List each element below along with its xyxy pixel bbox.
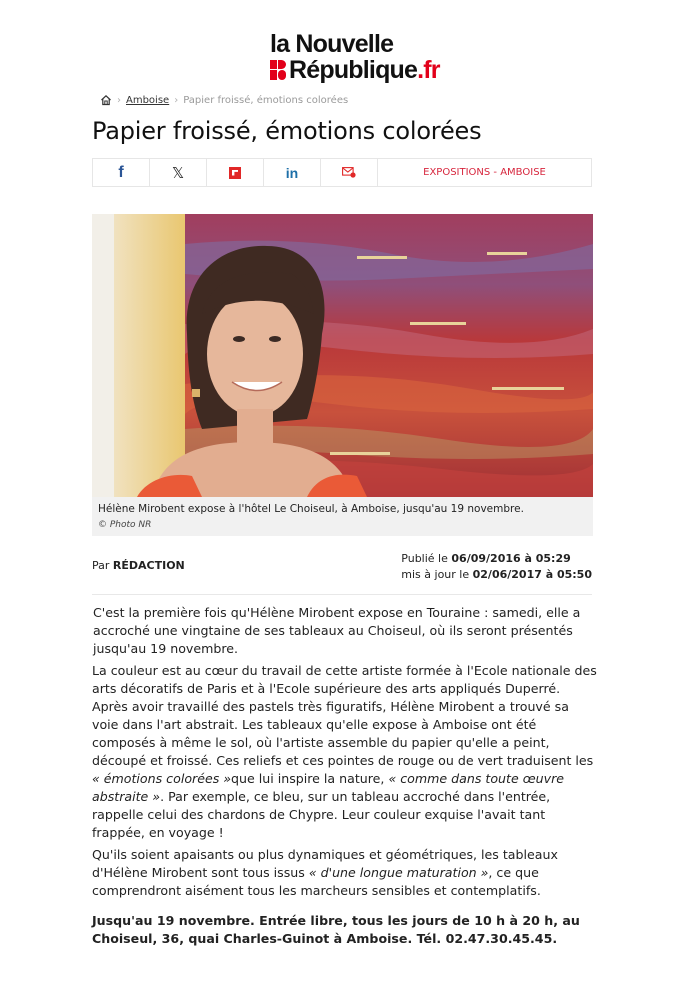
- linkedin-icon: in: [285, 164, 299, 181]
- share-email-button[interactable]: [321, 159, 378, 186]
- divider: [92, 594, 592, 595]
- updated-date: [401, 567, 592, 583]
- paragraph-text: La couleur est au cœur du travail de cette artiste formée à l'Ecole nationale des arts décoratifs de Paris et à l'Ecole supérieure des arts appliqués Duperré. Après avoir travaillé des pastels très figuratifs, Hélène Mirobent a trouvé sa voie dans l'art abstrait. Les tableaux qu'elle expose à Amboise ont été composés à même le sol, où l'artiste assemble du papier qu'elle a peint, découpé et froissé. Ces reliefs et ces pointes de rouge ou de vert traduisent les: [92, 663, 597, 768]
- byline-prefix: Par: [92, 559, 110, 572]
- author-name[interactable]: RÉDACTION: [112, 559, 185, 572]
- breadcrumb-separator: ›: [174, 94, 179, 106]
- updated-value: 02/06/2017 à 05:50: [472, 568, 592, 581]
- home-icon[interactable]: [100, 94, 112, 106]
- published-label: Publié le: [401, 552, 448, 565]
- paragraph-text: que lui inspire la nature,: [231, 771, 389, 786]
- facebook-icon: f: [118, 163, 124, 181]
- image-caption: Hélène Mirobent expose à l'hôtel Le Choiseul, à Amboise, jusqu'au 19 novembre.: [98, 503, 524, 515]
- paragraph-text: Qu'ils soient apaisants ou plus dynamiques et géométriques, les tableaux d'Hélène Mirobent sont tous issus: [92, 847, 558, 880]
- share-x-button[interactable]: [150, 159, 207, 186]
- published-value: 06/09/2016 à 05:29: [451, 552, 571, 565]
- byline: [92, 559, 185, 572]
- quote: « d'une longue maturation »: [308, 865, 489, 880]
- site-logo[interactable]: [270, 31, 470, 86]
- paragraph-text: . Par exemple, ce bleu, sur un tableau accroché dans l'entrée, rappelle celui des chardons de Chypre. Leur couleur exquise l'avait tant frappée, en voyage !: [92, 789, 551, 840]
- article-photo: [92, 214, 593, 497]
- category-tag[interactable]: EXPOSITIONS - AMBOISE: [423, 167, 546, 178]
- logo-line-1: la Nouvelle: [270, 30, 394, 58]
- article-lead: C'est la première fois qu'Hélène Mirobent expose en Touraine : samedi, elle a accroché une vingtaine de ses tableaux au Choiseul, où ils seront présentés jusqu'au 19 novembre.: [93, 605, 581, 656]
- email-icon: [342, 167, 356, 178]
- article-figure: [92, 214, 593, 536]
- breadcrumb: [100, 94, 348, 106]
- logo-republique: République: [289, 56, 418, 84]
- logo-mark-icon: [270, 60, 286, 80]
- share-bar: [92, 158, 592, 187]
- published-date: [401, 551, 592, 567]
- breadcrumb-separator: ›: [117, 94, 121, 106]
- paragraph-text: , ce que comprendront aisément tous les marcheurs sensibles et contemplatifs.: [92, 865, 541, 898]
- breadcrumb-current: Papier froissé, émotions colorées: [183, 94, 349, 106]
- breadcrumb-amboise[interactable]: Amboise: [126, 94, 170, 106]
- page-title: Papier froissé, émotions colorées: [92, 117, 482, 145]
- image-credit: © Photo NR: [98, 520, 152, 530]
- flipboard-icon: [229, 167, 241, 179]
- share-facebook-button[interactable]: [93, 159, 150, 186]
- event-info: Jusqu'au 19 novembre. Entrée libre, tous les jours de 10 h à 20 h, au Choiseul, 36, quai Charles-Guinot à Amboise. Tél. 02.47.30.45.45.: [92, 913, 580, 946]
- logo-tld: .fr: [417, 56, 440, 84]
- logo-line-2: [270, 57, 440, 83]
- x-icon: 𝕏: [171, 163, 185, 182]
- quote: « émotions colorées »: [92, 771, 232, 786]
- quote: « comme dans toute œuvre abstraite »: [92, 771, 565, 804]
- updated-label: mis à jour le: [401, 568, 470, 581]
- share-linkedin-button[interactable]: [264, 159, 321, 186]
- article-paragraph: [92, 846, 597, 900]
- article-paragraph: [92, 662, 597, 842]
- share-flipboard-button[interactable]: [207, 159, 264, 186]
- article-body: [92, 604, 597, 952]
- article-dates: [401, 551, 592, 583]
